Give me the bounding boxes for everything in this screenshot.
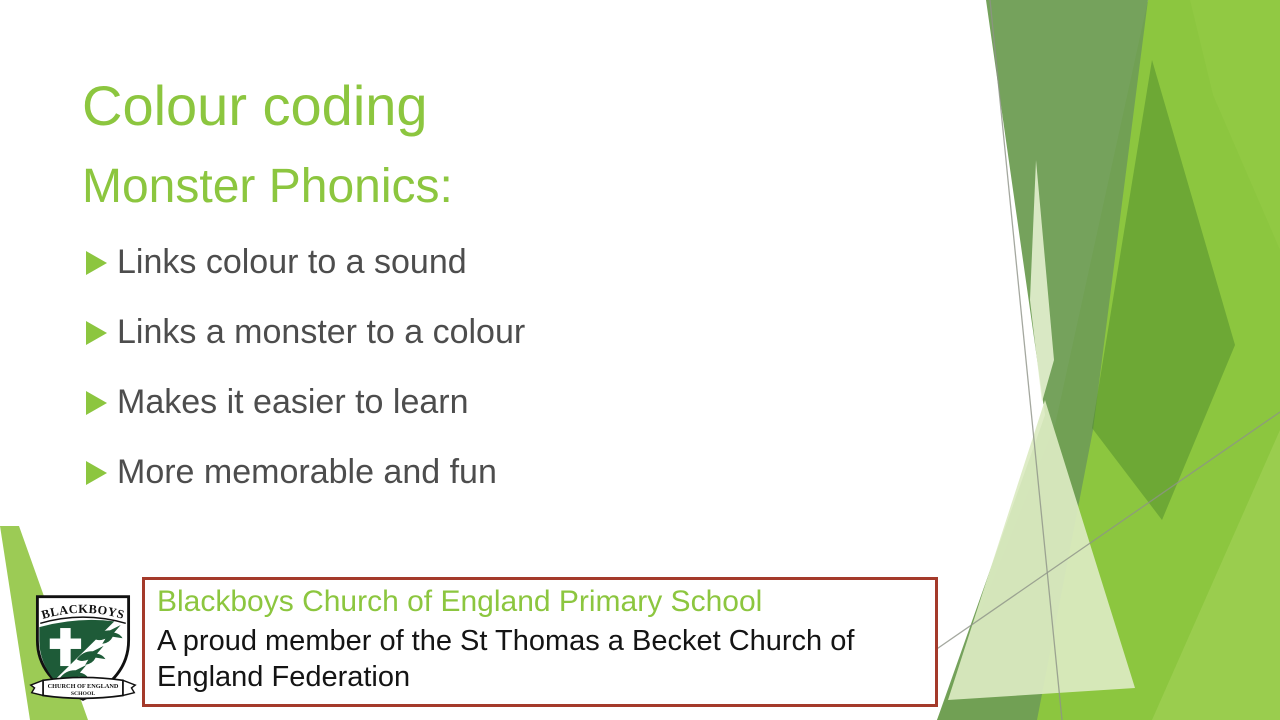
federation-text: A proud member of the St Thomas a Becket Church of England Federation — [157, 624, 855, 693]
school-name-text: Blackboys Church of England Primary School — [157, 585, 763, 618]
bullet-arrow-icon — [86, 251, 107, 275]
bullet-list — [86, 228, 525, 508]
bullet-item — [86, 298, 525, 368]
bullet-arrow-icon — [86, 321, 107, 345]
bullet-text: More memorable and fun — [117, 453, 497, 492]
bullet-text: Links colour to a sound — [117, 243, 467, 282]
bullet-item — [86, 368, 525, 438]
crest-banner-line2: SCHOOL — [70, 691, 96, 698]
bullet-item — [86, 228, 525, 298]
slide-title: Colour coding — [82, 74, 428, 137]
bullet-text: Links a monster to a colour — [117, 313, 526, 352]
bullet-item — [86, 438, 525, 508]
footer-banner — [142, 577, 938, 707]
bullet-arrow-icon — [86, 391, 107, 415]
school-crest-logo — [26, 581, 140, 715]
crest-school-name: BLACKBOYS — [39, 601, 127, 622]
bullet-arrow-icon — [86, 461, 107, 485]
bullet-text: Makes it easier to learn — [117, 383, 469, 422]
slide-subtitle: Monster Phonics: — [82, 160, 453, 213]
crest-ribbon — [31, 677, 136, 698]
crest-banner-line1: CHURCH OF ENGLAND — [47, 682, 119, 690]
